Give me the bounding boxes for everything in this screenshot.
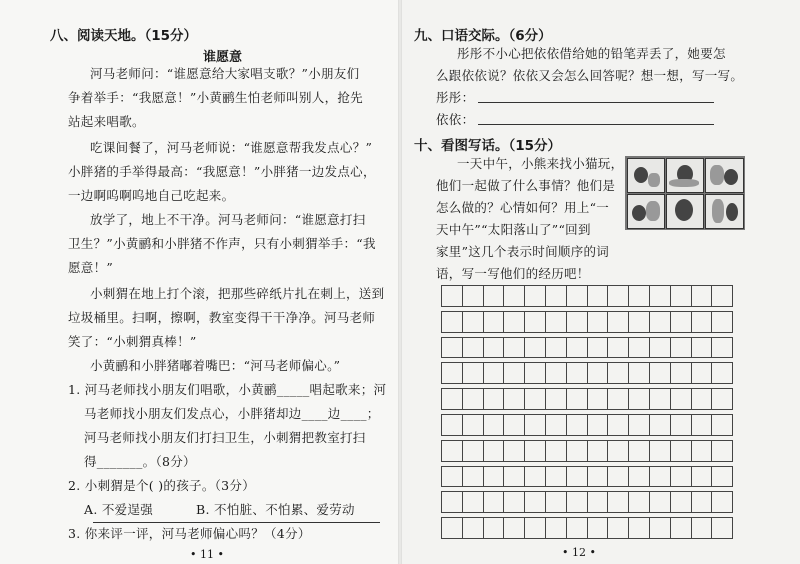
grid-cell[interactable] [629,518,650,539]
grid-cell[interactable] [608,363,629,384]
grid-cell[interactable] [483,311,504,332]
grid-cell[interactable] [566,414,587,435]
grid-cell[interactable] [587,337,608,358]
grid-row [442,440,733,461]
story-line: 放学了，地上不干净。河马老师问：“谁愿意打扫 [90,212,366,227]
grid-cell[interactable] [608,414,629,435]
grid-cell[interactable] [504,440,525,461]
section10-heading: 十、看图写话。（15分） [414,138,562,154]
grid-cell[interactable] [462,286,483,307]
grid-cell[interactable] [670,466,691,487]
dialog-label-yiyi: 依依： [436,112,475,127]
grid-cell[interactable] [525,337,546,358]
grid-cell[interactable] [483,363,504,384]
grid-cell[interactable] [712,337,733,358]
grid-cell[interactable] [442,492,463,513]
grid-cell[interactable] [462,337,483,358]
grid-cell[interactable] [483,286,504,307]
grid-cell[interactable] [525,389,546,410]
grid-cell[interactable] [608,518,629,539]
grid-cell[interactable] [712,518,733,539]
grid-cell[interactable] [483,414,504,435]
grid-cell[interactable] [483,492,504,513]
story-line: 一边啊呜啊呜地自己吃起来。 [68,188,235,203]
grid-cell[interactable] [608,440,629,461]
grid-cell[interactable] [670,414,691,435]
grid-cell[interactable] [525,286,546,307]
grid-cell[interactable] [566,466,587,487]
grid-cell[interactable] [629,440,650,461]
option-a: A. 不爱逞强 [84,502,154,517]
grid-cell[interactable] [545,389,566,410]
grid-cell[interactable] [442,337,463,358]
grid-cell[interactable] [691,466,712,487]
grid-cell[interactable] [629,492,650,513]
page-gutter [398,0,402,564]
grid-cell[interactable] [545,337,566,358]
grid-cell[interactable] [462,466,483,487]
grid-cell[interactable] [670,492,691,513]
page-number-left: • 11 • [190,548,224,561]
grid-cell[interactable] [649,286,670,307]
grid-cell[interactable] [712,414,733,435]
grid-cell[interactable] [525,440,546,461]
grid-cell[interactable] [670,440,691,461]
grid-cell[interactable] [691,492,712,513]
grid-cell[interactable] [483,466,504,487]
grid-cell[interactable] [566,440,587,461]
grid-cell[interactable] [691,286,712,307]
section8-heading: 八、阅读天地。（15分） [50,28,198,44]
grid-cell[interactable] [525,518,546,539]
grid-cell[interactable] [587,389,608,410]
grid-cell[interactable] [649,311,670,332]
section9-line: 彤彤不小心把依依借给她的铅笔弄丢了，她要怎 [457,46,726,61]
grid-cell[interactable] [545,286,566,307]
section10-line: 语，写一写他们的经历吧！ [436,266,590,281]
grid-cell[interactable] [608,311,629,332]
grid-cell[interactable] [504,518,525,539]
grid-cell[interactable] [587,414,608,435]
grid-cell[interactable] [587,466,608,487]
grid-cell[interactable] [483,518,504,539]
grid-row [442,286,733,307]
grid-cell[interactable] [587,518,608,539]
grid-cell[interactable] [566,492,587,513]
grid-cell[interactable] [629,414,650,435]
comic-panel [627,158,665,193]
grid-cell[interactable] [525,466,546,487]
grid-cell[interactable] [504,414,525,435]
dialog-line-yiyi [478,124,714,125]
story-line: 小胖猪的手举得最高：“我愿意！”小胖猪一边发点心， [68,164,376,179]
story-title: 谁愿意 [203,50,243,65]
option-b: B. 不怕脏、不怕累、爱劳动 [196,502,355,517]
grid-cell[interactable] [525,492,546,513]
grid-cell[interactable] [462,518,483,539]
comic-panel [666,194,704,229]
grid-cell[interactable] [462,492,483,513]
grid-row [442,518,733,539]
grid-cell[interactable] [525,363,546,384]
section10-line: 一天中午，小熊来找小猫玩， [457,156,624,171]
grid-cell[interactable] [545,414,566,435]
grid-cell[interactable] [545,466,566,487]
grid-cell[interactable] [504,492,525,513]
grid-cell[interactable] [712,311,733,332]
grid-cell[interactable] [545,518,566,539]
grid-cell[interactable] [566,337,587,358]
grid-cell[interactable] [462,363,483,384]
question-1-line: 1. 河马老师找小朋友们唱歌，小黄鹂_____唱起歌来；河 [68,382,387,397]
grid-cell[interactable] [629,363,650,384]
section10-line: 他们一起做了什么事情？他们是 [436,178,616,193]
grid-cell[interactable] [545,492,566,513]
grid-cell[interactable] [587,363,608,384]
writing-grid[interactable] [441,285,733,539]
question-1-line: 河马老师找小朋友们打扫卫生，小刺猬把教室打扫 [84,430,366,445]
page-number-right: • 12 • [562,546,596,559]
grid-cell[interactable] [691,311,712,332]
grid-cell[interactable] [649,363,670,384]
grid-cell[interactable] [442,363,463,384]
grid-cell[interactable] [649,414,670,435]
grid-cell[interactable] [483,337,504,358]
grid-cell[interactable] [483,389,504,410]
grid-row [442,492,733,513]
comic-panel [705,194,744,229]
grid-cell[interactable] [566,311,587,332]
grid-cell[interactable] [442,286,463,307]
section10-line: 天中午”“太阳落山了”“回到 [436,222,591,237]
story-line: 吃课间餐了，河马老师说：“谁愿意帮我发点心？” [90,140,373,155]
grid-cell[interactable] [649,518,670,539]
comic-panel [705,158,744,193]
answer-line [93,522,380,523]
story-line: 争着举手：“我愿意！”小黄鹂生怕老师叫别人，抢先 [68,90,363,105]
grid-cell[interactable] [670,389,691,410]
grid-cell[interactable] [566,518,587,539]
grid-cell[interactable] [629,337,650,358]
grid-row [442,414,733,435]
grid-cell[interactable] [712,440,733,461]
grid-cell[interactable] [691,337,712,358]
grid-cell[interactable] [649,389,670,410]
grid-cell[interactable] [504,311,525,332]
story-line: 卫生？”小黄鹂和小胖猪不作声，只有小刺猬举手：“我 [68,236,376,251]
grid-cell[interactable] [504,363,525,384]
grid-cell[interactable] [442,518,463,539]
grid-cell[interactable] [504,286,525,307]
grid-cell[interactable] [691,363,712,384]
grid-cell[interactable] [462,311,483,332]
grid-row [442,337,733,358]
question-3: 3. 你来评一评，河马老师偏心吗？（4分） [68,526,311,541]
grid-cell[interactable] [545,311,566,332]
grid-cell[interactable] [566,363,587,384]
grid-cell[interactable] [462,414,483,435]
grid-cell[interactable] [629,466,650,487]
grid-cell[interactable] [712,389,733,410]
grid-cell[interactable] [691,518,712,539]
section9-heading: 九、口语交际。（6分） [414,28,552,44]
grid-cell[interactable] [525,311,546,332]
question-1-line: 马老师找小朋友们发点心，小胖猪却边____边____； [84,406,380,421]
story-line: 小黄鹂和小胖猪嘟着嘴巴：“河马老师偏心。” [90,358,341,373]
grid-cell[interactable] [504,466,525,487]
grid-cell[interactable] [691,414,712,435]
story-line: 愿意！” [68,260,114,275]
section10-line: 家里”这几个表示时间顺序的词 [436,244,610,259]
comic-panel [666,158,704,193]
grid-cell[interactable] [608,466,629,487]
grid-cell[interactable] [566,286,587,307]
grid-cell[interactable] [670,363,691,384]
section10-line: 怎么做的？心情如何？用上“一 [436,200,610,215]
grid-cell[interactable] [587,311,608,332]
question-2: 2. 小刺猬是个( )的孩子。（3分） [68,478,256,493]
grid-cell[interactable] [629,311,650,332]
grid-cell[interactable] [587,440,608,461]
grid-cell[interactable] [483,440,504,461]
grid-cell[interactable] [649,466,670,487]
grid-cell[interactable] [545,440,566,461]
grid-cell[interactable] [712,492,733,513]
dialog-label-tongtong: 彤彤： [436,90,475,105]
grid-cell[interactable] [608,389,629,410]
grid-cell[interactable] [712,466,733,487]
grid-cell[interactable] [587,492,608,513]
grid-cell[interactable] [504,337,525,358]
grid-cell[interactable] [670,286,691,307]
section9-line: 么跟依依说？依依又会怎么回答呢？想一想，写一写。 [436,68,744,83]
grid-cell[interactable] [442,414,463,435]
comic-strip-image [625,156,745,230]
grid-row [442,466,733,487]
grid-cell[interactable] [462,440,483,461]
grid-cell[interactable] [504,389,525,410]
grid-cell[interactable] [691,440,712,461]
grid-cell[interactable] [712,363,733,384]
grid-cell[interactable] [629,286,650,307]
grid-cell[interactable] [442,440,463,461]
grid-cell[interactable] [712,286,733,307]
story-line: 河马老师问：“谁愿意给大家唱支歌？”小朋友们 [90,66,360,81]
grid-cell[interactable] [649,492,670,513]
grid-row [442,389,733,410]
grid-cell[interactable] [670,518,691,539]
grid-row [442,363,733,384]
grid-cell[interactable] [587,286,608,307]
grid-cell[interactable] [670,337,691,358]
comic-panel [627,194,665,229]
grid-row [442,311,733,332]
story-line: 垃圾桶里。扫啊，擦啊，教室变得干干净净。河马老师 [68,310,376,325]
grid-cell[interactable] [649,337,670,358]
grid-cell[interactable] [608,286,629,307]
question-1-line: 得_______。（8分） [84,454,196,469]
grid-cell[interactable] [691,389,712,410]
story-line: 笑了：“小刺猬真棒！” [68,334,197,349]
grid-cell[interactable] [629,389,650,410]
grid-cell[interactable] [608,492,629,513]
grid-cell[interactable] [608,337,629,358]
story-line: 站起来唱歌。 [68,114,145,129]
story-line: 小刺猬在地上打个滚，把那些碎纸片扎在刺上，送到 [90,286,385,301]
dialog-line-tongtong [478,102,714,103]
grid-cell[interactable] [442,389,463,410]
grid-cell[interactable] [649,440,670,461]
grid-cell[interactable] [442,311,463,332]
grid-cell[interactable] [462,389,483,410]
grid-cell[interactable] [525,414,546,435]
grid-cell[interactable] [566,389,587,410]
grid-cell[interactable] [670,311,691,332]
grid-cell[interactable] [545,363,566,384]
grid-cell[interactable] [442,466,463,487]
